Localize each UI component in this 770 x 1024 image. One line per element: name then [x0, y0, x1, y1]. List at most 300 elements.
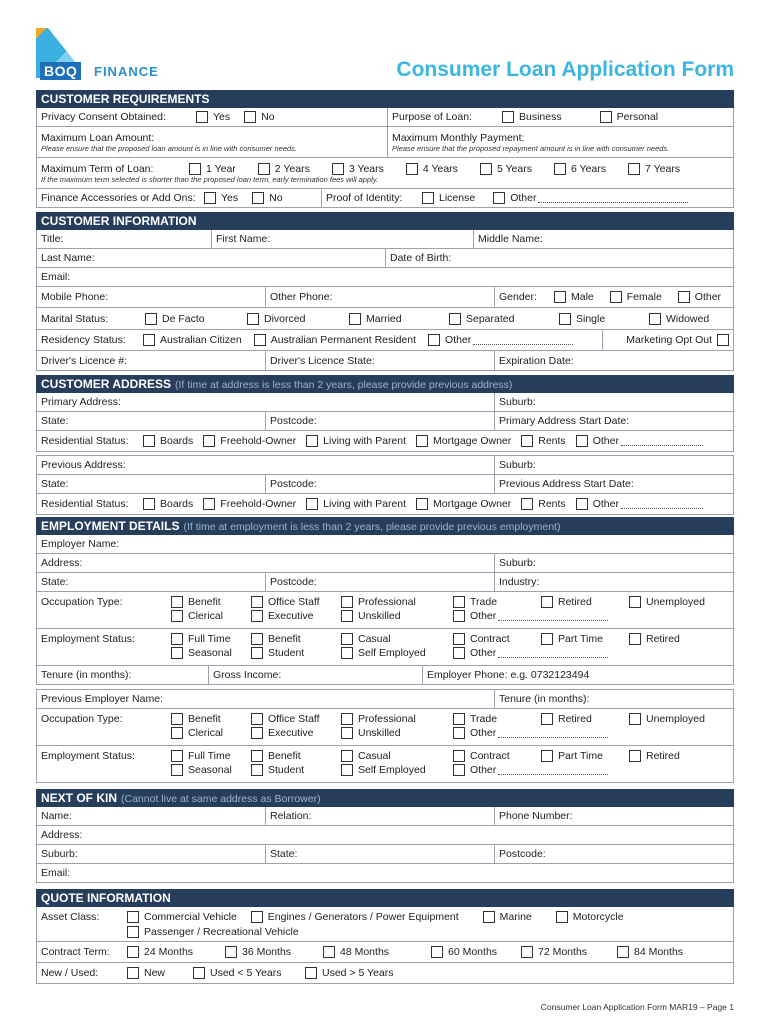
- kin-email-label: Email:: [41, 867, 71, 879]
- suburb-label: Suburb:: [499, 396, 536, 408]
- email-field[interactable]: [37, 268, 733, 286]
- resident-label: Australian Permanent Resident: [270, 334, 417, 346]
- page-title: Consumer Loan Application Form: [396, 58, 734, 81]
- marital-married-checkbox[interactable]: [349, 313, 361, 325]
- employer-address-field[interactable]: [37, 554, 495, 572]
- pocc-office-checkbox[interactable]: [251, 713, 263, 725]
- suburb-label: Suburb:: [499, 557, 536, 569]
- term-4-checkbox[interactable]: [406, 163, 418, 175]
- citizen-label: Australian Citizen: [160, 334, 242, 346]
- asset-motorcycle-checkbox[interactable]: [556, 911, 568, 923]
- mobile-label: Mobile Phone:: [41, 291, 109, 303]
- pst-fulltime-checkbox[interactable]: [171, 750, 183, 762]
- privacy-consent-cell: [37, 108, 388, 126]
- previous-address-field[interactable]: [37, 456, 495, 474]
- opt-label: Contract: [470, 633, 510, 645]
- occ-unemployed-checkbox[interactable]: [629, 596, 641, 608]
- nu-new-checkbox[interactable]: [127, 967, 139, 979]
- st-benefit-checkbox[interactable]: [251, 633, 263, 645]
- privacy-no-checkbox[interactable]: [244, 111, 256, 123]
- kin-name-label: Name:: [41, 810, 72, 822]
- occ-executive-checkbox[interactable]: [251, 610, 263, 622]
- previous-tenure-field[interactable]: [495, 690, 733, 708]
- residential-status-cell: [37, 431, 733, 451]
- gender-male-checkbox[interactable]: [554, 291, 566, 303]
- opt-label: Benefit: [188, 596, 221, 608]
- opt-label: Clerical: [188, 610, 224, 622]
- last-name-label: Last Name:: [41, 252, 95, 264]
- opt-label: Self Employed: [358, 764, 426, 776]
- employment-status-cell: [37, 629, 733, 665]
- divorced-label: Divorced: [264, 312, 306, 325]
- previous-start-date-field[interactable]: [495, 475, 733, 493]
- state-label: State:: [41, 478, 69, 490]
- opt-label: Unskilled: [358, 727, 401, 739]
- marital-defacto-checkbox[interactable]: [145, 313, 157, 325]
- st-retired-checkbox[interactable]: [629, 633, 641, 645]
- accessories-cell: [37, 189, 322, 207]
- opt-label: Casual: [358, 750, 391, 762]
- st-student-checkbox[interactable]: [251, 647, 263, 659]
- pst-student-checkbox[interactable]: [251, 764, 263, 776]
- employment-note: (If time at employment is less than 2 years, please provide previous employment): [183, 521, 561, 533]
- kin-name-field[interactable]: [37, 807, 266, 825]
- state-label: State:: [41, 576, 69, 588]
- title-label: Title:: [41, 233, 64, 245]
- prev-employment-status-options: [171, 750, 719, 776]
- occ-clerical-checkbox[interactable]: [171, 610, 183, 622]
- accessories-yes-checkbox[interactable]: [204, 192, 216, 204]
- dob-label: Date of Birth:: [390, 252, 452, 264]
- term-3-checkbox[interactable]: [332, 163, 344, 175]
- ct-72-checkbox[interactable]: [521, 946, 533, 958]
- opt-label: Executive: [268, 727, 314, 739]
- rents-label: Rents: [538, 435, 566, 447]
- st-parttime-checkbox[interactable]: [541, 633, 553, 645]
- page-footer: Consumer Loan Application Form MAR19 – Page 1: [540, 1002, 734, 1012]
- occ-other-checkbox[interactable]: [453, 610, 465, 622]
- asset-class-label: Asset Class:: [41, 911, 100, 923]
- max-monthly-label: Maximum Monthly Payment:: [392, 131, 525, 144]
- primary-suburb-field[interactable]: [495, 393, 733, 411]
- postcode-label: Postcode:: [270, 415, 317, 427]
- max-loan-label: Maximum Loan Amount:: [41, 131, 155, 144]
- previous-state-field[interactable]: [37, 475, 266, 493]
- pst-other-checkbox[interactable]: [453, 764, 465, 776]
- opt-label: New: [144, 967, 166, 979]
- st-selfemployed-checkbox[interactable]: [341, 647, 353, 659]
- opt-label: 48 Months: [340, 946, 390, 958]
- term-5-checkbox[interactable]: [480, 163, 492, 175]
- residency-other-field[interactable]: [473, 335, 573, 345]
- res-boards-checkbox[interactable]: [143, 435, 155, 447]
- term-1-checkbox[interactable]: [189, 163, 201, 175]
- business-label: Business: [519, 111, 562, 123]
- opt-label: Marine: [499, 911, 532, 923]
- opt-label: Part Time: [558, 750, 603, 762]
- asset-engines-checkbox[interactable]: [251, 911, 263, 923]
- primary-address-field[interactable]: [37, 393, 495, 411]
- pst-contract-checkbox[interactable]: [453, 750, 465, 762]
- kin-email-field[interactable]: [37, 864, 733, 882]
- opt-label: Other: [470, 610, 497, 622]
- married-label: Married: [366, 312, 402, 325]
- employer-name-field[interactable]: [37, 535, 733, 553]
- opt-label: Student: [268, 647, 305, 659]
- contract-term-cell: [37, 942, 733, 962]
- parent-label: Living with Parent: [323, 498, 407, 510]
- term-note: If the maximum term selected is shorter than the proposed loan term, early termination fees will apply.: [41, 174, 379, 184]
- kin-address-label: Address:: [41, 829, 83, 841]
- ct-60-checkbox[interactable]: [431, 946, 443, 958]
- pst-parttime-checkbox[interactable]: [541, 750, 553, 762]
- pst-seasonal-checkbox[interactable]: [171, 764, 183, 776]
- section-employment-details: [36, 517, 734, 535]
- female-label: Female: [626, 291, 662, 303]
- prev-tenure-label: Tenure (in months):: [499, 693, 590, 705]
- marketing-opt-out-checkbox[interactable]: [717, 334, 729, 346]
- pst-benefit-checkbox[interactable]: [251, 750, 263, 762]
- boards-label: Boards: [160, 435, 194, 447]
- ct-48-checkbox[interactable]: [323, 946, 335, 958]
- employer-suburb-field[interactable]: [495, 554, 733, 572]
- opt-label: 24 Months: [144, 946, 194, 958]
- asset-passenger-checkbox[interactable]: [127, 926, 139, 938]
- prev-other-field[interactable]: [621, 499, 703, 509]
- employment-status-options: [171, 633, 719, 659]
- opt-label: Professional: [358, 596, 416, 608]
- boards-label: Boards: [160, 498, 194, 510]
- st-seasonal-checkbox[interactable]: [171, 647, 183, 659]
- prev-occupation-options: [171, 713, 719, 739]
- freehold-label: Freehold-Owner: [220, 498, 297, 510]
- occ-retired-checkbox[interactable]: [541, 596, 553, 608]
- ct-24-checkbox[interactable]: [127, 946, 139, 958]
- industry-label: Industry:: [499, 576, 540, 588]
- boq-finance-logo: [36, 28, 166, 84]
- st-casual-checkbox[interactable]: [341, 633, 353, 645]
- occupation-options: [171, 596, 719, 622]
- opt-label: Used > 5 Years: [322, 967, 394, 979]
- new-used-label: New / Used:: [41, 967, 99, 979]
- kin-phone-label: Phone Number:: [499, 810, 573, 822]
- accessories-label: Finance Accessories or Add Ons:: [41, 192, 196, 204]
- employer-label: Employer Name:: [41, 538, 120, 550]
- state-label: State:: [41, 415, 69, 427]
- license-label: License: [439, 192, 476, 204]
- section-customer-information: CUSTOMER INFORMATION: [36, 212, 734, 230]
- opt-label: Full Time: [188, 633, 231, 645]
- occupation-type-cell: [37, 592, 733, 628]
- industry-field[interactable]: [495, 573, 733, 591]
- first-name-field[interactable]: [212, 230, 474, 248]
- dob-field[interactable]: [386, 249, 733, 267]
- max-loan-amount-field[interactable]: [37, 127, 388, 157]
- licence-state-field[interactable]: [266, 351, 495, 370]
- res-rents-checkbox[interactable]: [521, 435, 533, 447]
- term-1-label: 1 Year: [206, 162, 236, 175]
- gender-other-checkbox[interactable]: [678, 291, 690, 303]
- opt-label: Trade: [470, 596, 498, 608]
- previous-employer-field[interactable]: [37, 690, 495, 708]
- pocc-other-field[interactable]: [498, 728, 608, 738]
- term-2-label: 2 Years: [274, 162, 310, 175]
- opt-label: Professional: [358, 713, 416, 725]
- previous-suburb-field[interactable]: [495, 456, 733, 474]
- address-heading: CUSTOMER ADDRESS: [41, 377, 172, 391]
- primary-state-field[interactable]: [37, 412, 266, 430]
- prev-parent-checkbox[interactable]: [306, 498, 318, 510]
- section-quote-information: QUOTE INFORMATION: [36, 889, 734, 907]
- pocc-clerical-checkbox[interactable]: [171, 727, 183, 739]
- res-other-label: Other: [592, 498, 619, 510]
- marital-label: Marital Status:: [41, 312, 109, 325]
- primary-address-label: Primary Address:: [41, 396, 121, 408]
- marital-divorced-checkbox[interactable]: [247, 313, 259, 325]
- gender-female-checkbox[interactable]: [610, 291, 622, 303]
- requirements-grid: [36, 108, 734, 208]
- marital-single-checkbox[interactable]: [559, 313, 571, 325]
- kin-state-field[interactable]: [266, 845, 495, 863]
- occupation-type-label: Occupation Type:: [41, 596, 123, 608]
- term-2-checkbox[interactable]: [258, 163, 270, 175]
- max-term-label: Maximum Term of Loan:: [41, 162, 154, 175]
- previous-residential-status-cell: [37, 494, 733, 514]
- opt-label: Executive: [268, 610, 314, 622]
- term-7-checkbox[interactable]: [628, 163, 640, 175]
- proof-identity-cell: [322, 189, 733, 207]
- tenure-label: Tenure (in months):: [41, 669, 132, 681]
- form-header: [36, 0, 734, 90]
- gross-income-field[interactable]: [209, 666, 423, 684]
- employment-status-label: Employment Status:: [41, 750, 135, 762]
- opt-label: Benefit: [268, 633, 301, 645]
- pocc-unemployed-checkbox[interactable]: [629, 713, 641, 725]
- pst-other-field[interactable]: [498, 765, 608, 775]
- occ-office-checkbox[interactable]: [251, 596, 263, 608]
- residency-label: Residency Status:: [41, 334, 126, 346]
- citizen-checkbox[interactable]: [143, 334, 155, 346]
- last-name-field[interactable]: [37, 249, 386, 267]
- asset-commercial-checkbox[interactable]: [127, 911, 139, 923]
- nu-used-gt5-checkbox[interactable]: [305, 967, 317, 979]
- title-field[interactable]: [37, 230, 212, 248]
- prev-rents-checkbox[interactable]: [521, 498, 533, 510]
- section-customer-address: [36, 375, 734, 393]
- employer-postcode-field[interactable]: [266, 573, 495, 591]
- kin-suburb-field[interactable]: [37, 845, 266, 863]
- pocc-other-checkbox[interactable]: [453, 727, 465, 739]
- opt-label: Full Time: [188, 750, 231, 762]
- opt-label: Motorcycle: [572, 911, 624, 923]
- prev-occupation-type-cell: [37, 709, 733, 745]
- opt-label: Unemployed: [646, 713, 705, 725]
- other-phone-field[interactable]: [266, 287, 495, 307]
- licence-number-field[interactable]: [37, 351, 266, 370]
- residency-other-checkbox[interactable]: [428, 334, 440, 346]
- tenure-field[interactable]: [37, 666, 209, 684]
- marital-widowed-checkbox[interactable]: [649, 313, 661, 325]
- yes-label: Yes: [221, 192, 239, 204]
- opt-label: Seasonal: [188, 764, 232, 776]
- opt-label: Self Employed: [358, 647, 426, 659]
- mobile-phone-field[interactable]: [37, 287, 266, 307]
- term-6-checkbox[interactable]: [554, 163, 566, 175]
- gender-label: Gender:: [499, 291, 537, 303]
- postcode-label: Postcode:: [270, 576, 317, 588]
- address-note: (If time at address is less than 2 years, please provide previous address): [175, 379, 513, 391]
- res-freehold-checkbox[interactable]: [203, 435, 215, 447]
- permanent-resident-checkbox[interactable]: [254, 334, 266, 346]
- licence-state-label: Driver's Licence State:: [270, 354, 375, 367]
- defacto-label: De Facto: [162, 312, 205, 325]
- employer-phone-field[interactable]: [423, 666, 733, 684]
- kin-relation-field[interactable]: [266, 807, 495, 825]
- asset-class-cell: [37, 907, 733, 941]
- prev-boards-checkbox[interactable]: [143, 498, 155, 510]
- occ-unskilled-checkbox[interactable]: [341, 610, 353, 622]
- freehold-label: Freehold-Owner: [220, 435, 297, 447]
- pocc-executive-checkbox[interactable]: [251, 727, 263, 739]
- kin-postcode-field[interactable]: [495, 845, 733, 863]
- kin-postcode-label: Postcode:: [499, 848, 546, 860]
- occ-other-field[interactable]: [498, 611, 608, 621]
- kin-phone-field[interactable]: [495, 807, 733, 825]
- res-other-checkbox[interactable]: [576, 435, 588, 447]
- marketing-cell: [603, 330, 733, 350]
- pst-casual-checkbox[interactable]: [341, 750, 353, 762]
- separated-label: Separated: [466, 312, 515, 325]
- new-used-cell: [37, 963, 733, 983]
- pocc-retired-checkbox[interactable]: [541, 713, 553, 725]
- residency-other-label: Other: [445, 334, 472, 346]
- primary-start-date-field[interactable]: [495, 412, 733, 430]
- middle-name-field[interactable]: [474, 230, 733, 248]
- rents-label: Rents: [538, 498, 566, 510]
- prev-freehold-checkbox[interactable]: [203, 498, 215, 510]
- prev-other-checkbox[interactable]: [576, 498, 588, 510]
- occupation-type-label: Occupation Type:: [41, 713, 123, 725]
- form-page: [36, 0, 734, 984]
- purpose-cell: [388, 108, 733, 126]
- opt-label: Office Staff: [268, 713, 320, 725]
- opt-label: Part Time: [558, 633, 603, 645]
- max-monthly-payment-field[interactable]: [388, 127, 733, 157]
- postcode-label: Postcode:: [270, 478, 317, 490]
- opt-label: Engines / Generators / Power Equipment: [267, 911, 459, 923]
- previous-postcode-field[interactable]: [266, 475, 495, 493]
- contract-term-label: Contract Term:: [41, 946, 110, 958]
- proof-other-field[interactable]: [538, 193, 688, 203]
- proof-other-checkbox[interactable]: [493, 192, 505, 204]
- information-grid: [36, 230, 734, 371]
- prev-employer-label: Previous Employer Name:: [41, 693, 163, 705]
- proof-label: Proof of Identity:: [326, 192, 403, 204]
- pocc-benefit-checkbox[interactable]: [171, 713, 183, 725]
- pst-retired-checkbox[interactable]: [629, 750, 641, 762]
- opt-label: Other: [470, 647, 497, 659]
- occ-benefit-checkbox[interactable]: [171, 596, 183, 608]
- gender-cell: [495, 287, 733, 307]
- pocc-trade-checkbox[interactable]: [453, 713, 465, 725]
- st-other-field[interactable]: [498, 648, 608, 658]
- first-name-label: First Name:: [216, 233, 271, 245]
- employer-state-field[interactable]: [37, 573, 266, 591]
- primary-postcode-field[interactable]: [266, 412, 495, 430]
- kin-state-label: State:: [270, 848, 298, 860]
- expiration-date-field[interactable]: [495, 351, 733, 370]
- yes-label: Yes: [213, 111, 231, 123]
- st-contract-checkbox[interactable]: [453, 633, 465, 645]
- kin-note: (Cannot live at same address as Borrower): [121, 793, 321, 805]
- opt-label: Clerical: [188, 727, 224, 739]
- res-other-field[interactable]: [621, 436, 703, 446]
- res-other-label: Other: [592, 435, 619, 447]
- opt-label: Office Staff: [268, 596, 320, 608]
- prev-mortgage-checkbox[interactable]: [416, 498, 428, 510]
- kin-grid: [36, 807, 734, 883]
- ct-36-checkbox[interactable]: [225, 946, 237, 958]
- opt-label: Retired: [646, 633, 680, 645]
- st-fulltime-checkbox[interactable]: [171, 633, 183, 645]
- male-label: Male: [571, 291, 594, 303]
- kin-heading: NEXT OF KIN: [41, 791, 118, 805]
- suburb-label: Suburb:: [499, 459, 536, 471]
- st-other-checkbox[interactable]: [453, 647, 465, 659]
- pocc-professional-checkbox[interactable]: [341, 713, 353, 725]
- pst-selfemployed-checkbox[interactable]: [341, 764, 353, 776]
- logo-finance: FINANCE: [94, 64, 159, 79]
- previous-address-grid: [36, 455, 734, 515]
- opt-label: 60 Months: [448, 946, 498, 958]
- employment-grid: [36, 535, 734, 685]
- personal-checkbox[interactable]: [600, 111, 612, 123]
- res-mortgage-checkbox[interactable]: [416, 435, 428, 447]
- occ-professional-checkbox[interactable]: [341, 596, 353, 608]
- opt-label: Trade: [470, 713, 498, 725]
- term-4-label: 4 Years: [422, 162, 458, 175]
- license-checkbox[interactable]: [422, 192, 434, 204]
- term-5-label: 5 Years: [496, 162, 532, 175]
- kin-address-field[interactable]: [37, 826, 733, 844]
- prev-employment-status-cell: [37, 746, 733, 782]
- licence-label: Driver's Licence #:: [41, 354, 128, 367]
- asset-marine-checkbox[interactable]: [483, 911, 495, 923]
- mortgage-label: Mortgage Owner: [433, 435, 512, 447]
- max-loan-note: Please ensure that the proposed loan amount is in line with consumer needs.: [41, 143, 297, 153]
- other-label: Other: [510, 192, 537, 204]
- opt-label: Unskilled: [358, 610, 401, 622]
- res-parent-checkbox[interactable]: [306, 435, 318, 447]
- privacy-label: Privacy Consent Obtained:: [41, 111, 166, 123]
- marketing-label: Marketing Opt Out: [626, 334, 712, 346]
- gender-other-label: Other: [694, 291, 722, 303]
- pocc-unskilled-checkbox[interactable]: [341, 727, 353, 739]
- business-checkbox[interactable]: [502, 111, 514, 123]
- privacy-yes-checkbox[interactable]: [196, 111, 208, 123]
- ct-84-checkbox[interactable]: [617, 946, 629, 958]
- personal-label: Personal: [616, 111, 659, 123]
- gross-income-label: Gross Income:: [213, 669, 282, 681]
- accessories-no-checkbox[interactable]: [252, 192, 264, 204]
- nu-used-lt5-checkbox[interactable]: [193, 967, 205, 979]
- kin-suburb-label: Suburb:: [41, 848, 78, 860]
- opt-label: Retired: [646, 750, 680, 762]
- occ-trade-checkbox[interactable]: [453, 596, 465, 608]
- other-phone-label: Other Phone:: [270, 291, 333, 303]
- opt-label: Benefit: [268, 750, 301, 762]
- marital-separated-checkbox[interactable]: [449, 313, 461, 325]
